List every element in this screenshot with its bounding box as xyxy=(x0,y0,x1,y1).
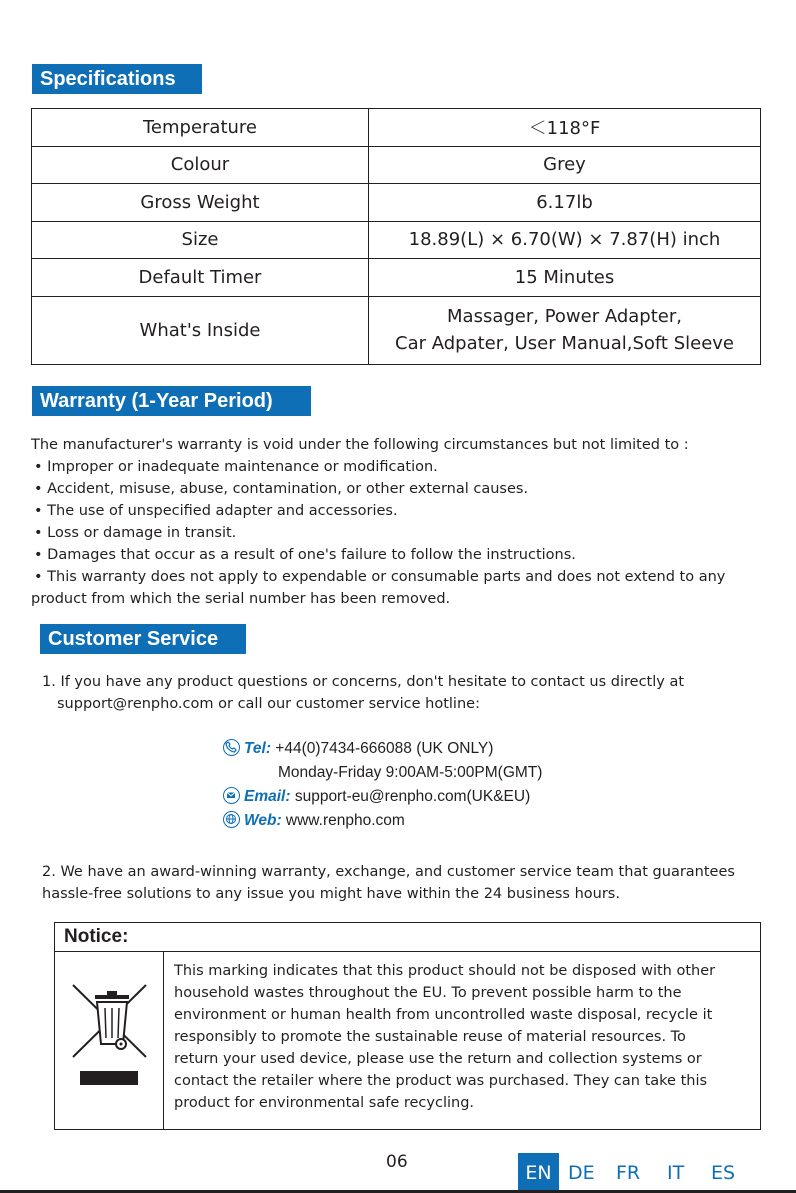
spec-value-line: Massager, Power Adapter, xyxy=(447,306,682,327)
warranty-bullet: • Accident, misuse, abuse, contamination, or other external causes. xyxy=(34,481,529,497)
lang-tab-es[interactable]: ES xyxy=(711,1162,736,1184)
notice-line: product for environmental safe recycling. xyxy=(174,1095,475,1111)
service-item-2-cont: hassle-free solutions to any issue you might have within the 24 business hours. xyxy=(42,886,620,902)
spec-key: Default Timer xyxy=(32,259,369,297)
notice-header xyxy=(55,923,760,952)
phone-icon xyxy=(223,739,240,756)
email-icon xyxy=(223,787,240,804)
notice-line: household wastes throughout the EU. To prevent possible harm to the xyxy=(174,985,682,1001)
spec-value: 18.89(L) × 6.70(W) × 7.87(H) inch xyxy=(369,221,761,259)
web-label: Web: xyxy=(244,812,282,829)
hours-line: Monday-Friday 9:00AM-5:00PM(GMT) xyxy=(278,764,543,781)
notice-line: This marking indicates that this product should not be disposed with other xyxy=(174,963,716,979)
notice-line: responsibly to promote the sustainable reuse of material resources. To xyxy=(174,1029,686,1045)
tel-line xyxy=(223,737,493,761)
spec-key: Temperature xyxy=(32,109,369,147)
lang-tab-en[interactable]: EN xyxy=(518,1153,559,1191)
warranty-intro: The manufacturer's warranty is void under the following circumstances but not limited to : xyxy=(31,437,689,453)
specifications-table xyxy=(31,108,761,365)
warranty-bullet: • Loss or damage in transit. xyxy=(34,525,237,541)
lang-tab-de[interactable]: DE xyxy=(568,1162,595,1184)
notice-line: return your used device, please use the return and collection systems or xyxy=(174,1051,702,1067)
customer-service-heading: Customer Service xyxy=(40,624,246,654)
lang-tab-it[interactable]: IT xyxy=(667,1162,685,1184)
notice-box xyxy=(54,922,761,1130)
warranty-bullet: • Damages that occur as a result of one's failure to follow the instructions. xyxy=(34,547,576,563)
email-label: Email: xyxy=(244,788,291,805)
warranty-bullet: • The use of unspecified adapter and accessories. xyxy=(34,503,398,519)
table-row xyxy=(32,146,761,184)
web-line xyxy=(223,809,405,833)
notice-line: environment or human health from uncontrolled waste disposal, recycle it xyxy=(174,1007,713,1023)
service-item-1-cont: support@renpho.com or call our customer service hotline: xyxy=(57,696,480,712)
spec-value: Grey xyxy=(369,146,761,184)
tel-value[interactable]: +44(0)7434-666088 (UK ONLY) xyxy=(275,740,494,757)
notice-line: contact the retailer where the product was purchased. They can take this xyxy=(174,1073,708,1089)
notice-title: Notice: xyxy=(64,926,129,947)
globe-icon xyxy=(223,811,240,828)
spec-value xyxy=(369,296,761,364)
web-value[interactable]: www.renpho.com xyxy=(285,812,405,829)
table-row xyxy=(32,296,761,364)
spec-key: Colour xyxy=(32,146,369,184)
table-row xyxy=(32,184,761,222)
spec-value: 6.17lb xyxy=(369,184,761,222)
warranty-bullet: • Improper or inadequate maintenance or modification. xyxy=(34,459,438,475)
notice-text xyxy=(174,960,715,1114)
page-number: 06 xyxy=(386,1152,408,1172)
spec-value: 15 Minutes xyxy=(369,259,761,297)
warranty-bullet: • This warranty does not apply to expendable or consumable parts and does not extend to any xyxy=(34,569,726,585)
service-item-1: 1. If you have any product questions or concerns, don't hesitate to contact us directly at xyxy=(42,674,685,690)
warranty-continuation: product from which the serial number has been removed. xyxy=(31,591,451,607)
spec-value-line: Car Adpater, User Manual,Soft Sleeve xyxy=(395,333,734,354)
email-line xyxy=(223,785,530,809)
service-item-2: 2. We have an award-winning warranty, exchange, and customer service team that guarantees xyxy=(42,864,735,880)
weee-cell xyxy=(55,952,164,1129)
crossed-bin-icon xyxy=(55,952,164,1129)
spec-key: Gross Weight xyxy=(32,184,369,222)
table-row xyxy=(32,259,761,297)
table-row xyxy=(32,221,761,259)
warranty-heading: Warranty (1-Year Period) xyxy=(32,386,311,416)
tel-label: Tel: xyxy=(244,740,271,757)
spec-value: ＜118°F xyxy=(369,109,761,147)
lang-tab-fr[interactable]: FR xyxy=(616,1162,641,1184)
email-value[interactable]: support-eu@renpho.com(UK&EU) xyxy=(294,788,531,805)
table-row xyxy=(32,109,761,147)
spec-key: Size xyxy=(32,221,369,259)
specifications-heading: Specifications xyxy=(32,64,202,94)
spec-key: What's Inside xyxy=(32,296,369,364)
